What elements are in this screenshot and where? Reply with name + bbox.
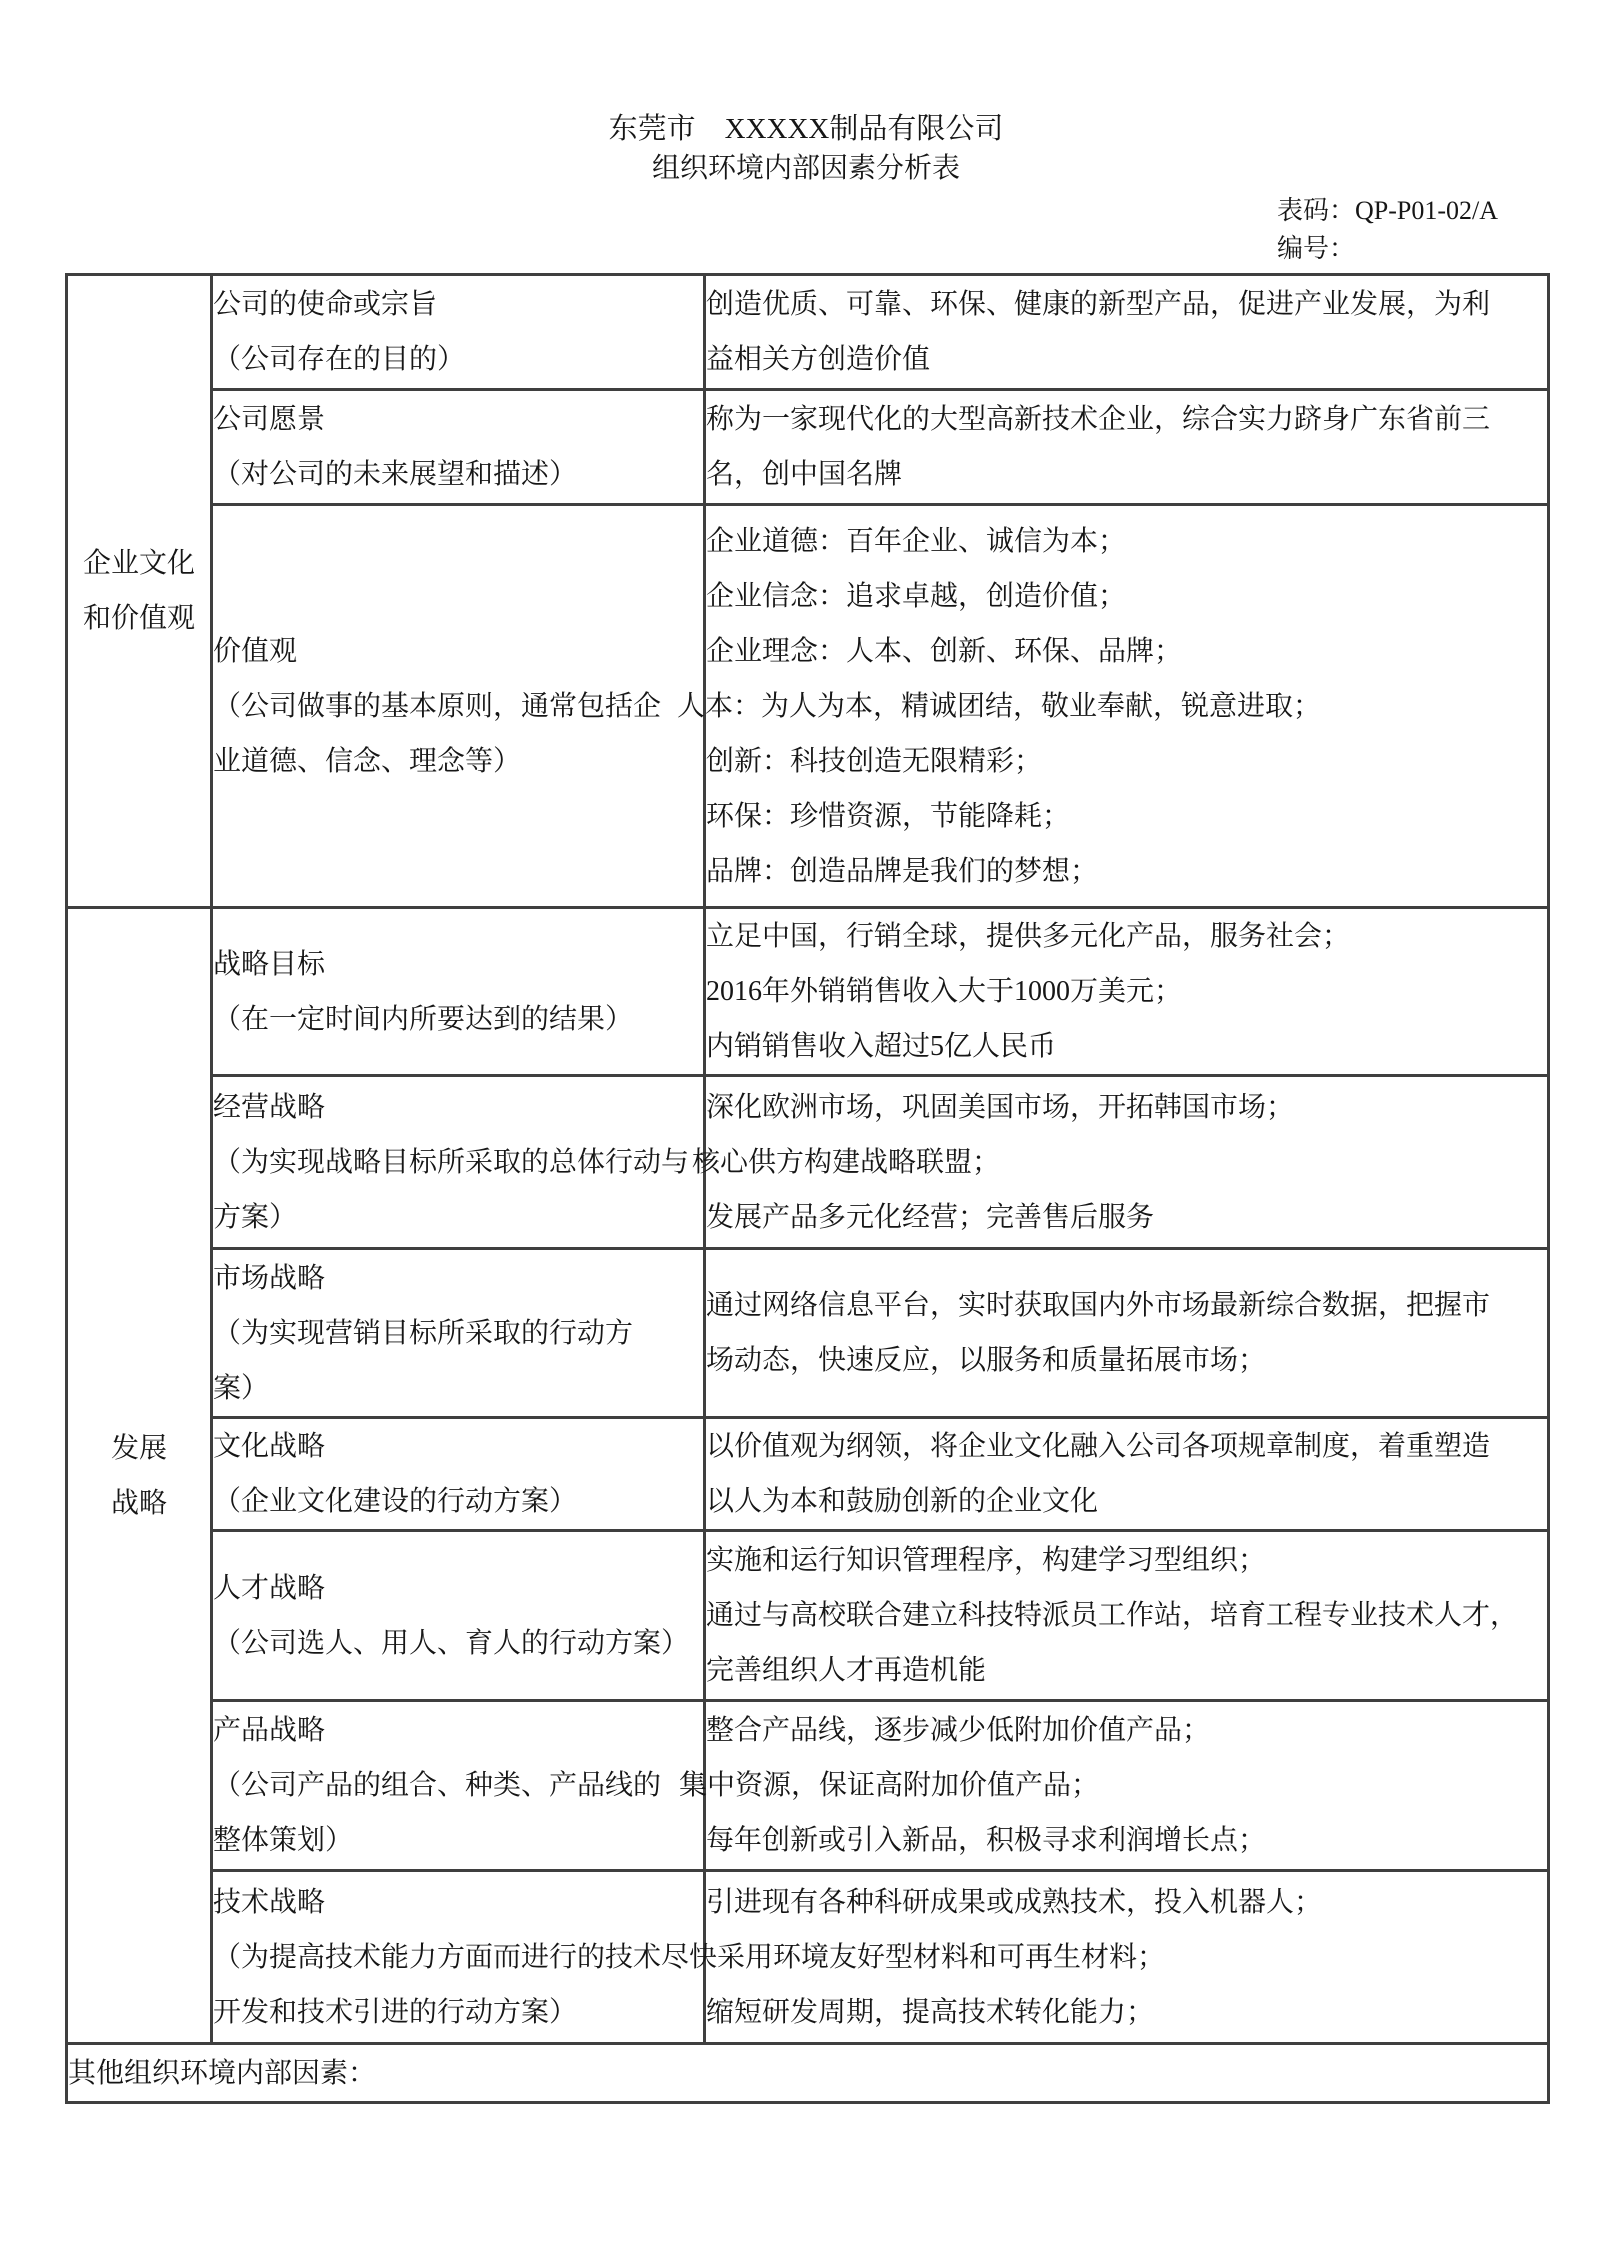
category-cell: [67, 908, 212, 2044]
value-line: 以价值观为纲领，将企业文化融入公司各项规章制度，着重塑造: [706, 1431, 1491, 1462]
value-cell: [679, 1701, 1549, 1871]
form-meta: [1277, 192, 1498, 268]
table-row: [67, 908, 1549, 1076]
value-line: 企业道德：百年企业、诚信为本；: [706, 525, 1127, 557]
value-cell: [705, 1418, 1549, 1531]
value-line: 每年创新或引入新品，积极寻求利润增长点；: [706, 1825, 1267, 1856]
value-cell: [677, 505, 1549, 908]
item-cell: [212, 390, 705, 505]
value-line: 称为一家现代化的大型高新技术企业，综合实力跻身广东省前三: [706, 404, 1491, 435]
value-cell: [705, 908, 1549, 1076]
item-line: 公司的使命或宗旨: [213, 289, 438, 320]
item-cell: [212, 1249, 705, 1418]
value-cell: [705, 390, 1549, 505]
category-line: 发展: [110, 1432, 167, 1464]
item-cell: [212, 908, 705, 1076]
value-line: 引进现有各种科研成果或成熟技术，投入机器人；: [706, 1886, 1323, 1918]
item-line: 产品战略: [213, 1715, 326, 1746]
item-line: 方案）: [213, 1201, 298, 1233]
value-line: 整合产品线，逐步减少低附加价值产品；: [706, 1715, 1211, 1746]
item-cell: [212, 1531, 705, 1701]
item-line: （对公司的未来展望和描述）: [213, 459, 578, 490]
item-line: 价值观: [213, 635, 298, 667]
item-line: （公司产品的组合、种类、产品线的: [213, 1770, 662, 1801]
item-line: 整体策划）: [213, 1825, 354, 1856]
form-code-value: QP-P01-02/A: [1355, 196, 1499, 225]
value-line: 集中资源，保证高附加价值产品；: [679, 1770, 1100, 1801]
table-row: [67, 1076, 1549, 1249]
item-line: 技术战略: [213, 1886, 326, 1918]
item-line: 公司愿景: [213, 404, 326, 435]
table-row: [67, 1418, 1549, 1531]
item-line: （为实现战略目标所采取的总体行动与: [213, 1146, 690, 1178]
category-line: 战略: [110, 1487, 167, 1519]
form-number-label: 编号：: [1277, 234, 1356, 263]
table-row: [67, 1531, 1549, 1701]
analysis-table: [65, 273, 1550, 2104]
value-line: 场动态，快速反应，以服务和质量拓展市场；: [706, 1345, 1267, 1376]
table-row: [67, 275, 1549, 390]
value-line: 通过网络信息平台，实时获取国内外市场最新综合数据，把握市: [706, 1290, 1491, 1321]
table-row: [67, 1701, 1549, 1871]
value-line: 发展产品多元化经营；完善售后服务: [706, 1201, 1155, 1233]
value-line: 品牌：创造品牌是我们的梦想；: [706, 855, 1099, 887]
item-line: 市场战略: [213, 1262, 326, 1294]
value-line: 企业信念：追求卓越，创造价值；: [706, 580, 1127, 612]
value-line: 尽快采用环境友好型材料和可再生材料；: [661, 1941, 1166, 1973]
item-line: （为提高技术能力方面而进行的技术: [213, 1941, 662, 1973]
value-line: 深化欧洲市场，巩固美国市场，开拓韩国市场；: [706, 1091, 1295, 1123]
item-line: （在一定时间内所要达到的结果）: [213, 1003, 634, 1035]
form-number: [1277, 230, 1498, 268]
value-cell: [692, 1076, 1549, 1249]
value-line: 2016年外销销售收入大于1000万美元；: [706, 976, 1183, 1007]
company-title: 东莞市 XXXXX制品有限公司: [608, 113, 1004, 145]
form-code: [1277, 192, 1498, 230]
table-row-other-factors: [67, 2044, 1549, 2103]
value-line: 人本：为人为本，精诚团结，敬业奉献，锐意进取；: [677, 690, 1322, 722]
value-line: 缩短研发周期，提高技术转化能力；: [706, 1996, 1155, 2028]
document-title: 组织环境内部因素分析表: [651, 153, 960, 184]
item-line: （企业文化建设的行动方案）: [213, 1486, 578, 1517]
value-line: 益相关方创造价值: [706, 344, 931, 375]
item-cell: [212, 1418, 705, 1531]
category-line: 企业文化: [82, 548, 195, 579]
form-code-label: 表码：: [1277, 196, 1356, 225]
item-line: 开发和技术引进的行动方案）: [213, 1996, 578, 2028]
other-factors-cell: 其他组织环境内部因素：: [67, 2044, 1549, 2103]
item-line: 文化战略: [213, 1431, 326, 1462]
item-line: （公司做事的基本原则，通常包括企: [213, 690, 662, 722]
item-line: 战略目标: [213, 948, 326, 980]
value-line: 企业理念：人本、创新、环保、品牌；: [706, 635, 1183, 667]
value-line: 创造优质、可靠、环保、健康的新型产品，促进产业发展，为利: [706, 289, 1491, 320]
value-line: 名，创中国名牌: [706, 459, 903, 490]
value-cell: [661, 1871, 1549, 2044]
value-line: 实施和运行知识管理程序，构建学习型组织；: [706, 1545, 1267, 1576]
value-line: 环保：珍惜资源，节能降耗；: [706, 800, 1071, 832]
category-cell: [67, 275, 212, 908]
table-row: [67, 505, 1549, 908]
item-line: （为实现营销目标所采取的行动方: [213, 1317, 634, 1349]
value-line: 通过与高校联合建立科技特派员工作站，培育工程专业技术人才，: [706, 1600, 1519, 1631]
category-line: 和价值观: [82, 603, 195, 634]
value-cell: [705, 1531, 1549, 1701]
item-line: 人才战略: [213, 1572, 326, 1604]
table-row: [67, 1871, 1549, 2044]
value-line: 以人为本和鼓励创新的企业文化: [706, 1486, 1099, 1517]
item-cell: [212, 1076, 705, 1249]
table-row: [67, 390, 1549, 505]
value-cell: [705, 1249, 1549, 1418]
item-cell: [212, 1871, 705, 2044]
item-line: （公司存在的目的）: [213, 344, 466, 375]
value-line: 内销销售收入超过5亿人民币: [706, 1031, 1057, 1062]
value-line: 完善组织人才再造机能: [706, 1655, 987, 1686]
value-cell: [705, 275, 1549, 390]
item-line: 业道德、信念、理念等）: [213, 745, 522, 777]
value-line: 创新：科技创造无限精彩；: [706, 745, 1043, 777]
item-line: （公司选人、用人、育人的行动方案）: [213, 1627, 690, 1659]
value-line: 核心供方构建战略联盟；: [692, 1146, 1001, 1178]
item-cell: [212, 505, 705, 908]
item-line: 经营战略: [213, 1091, 326, 1123]
item-cell: [212, 275, 705, 390]
item-cell: [212, 1701, 705, 1871]
item-line: 案）: [213, 1372, 270, 1404]
value-line: 立足中国，行销全球，提供多元化产品，服务社会；: [706, 921, 1351, 952]
table-row: [67, 1249, 1549, 1418]
